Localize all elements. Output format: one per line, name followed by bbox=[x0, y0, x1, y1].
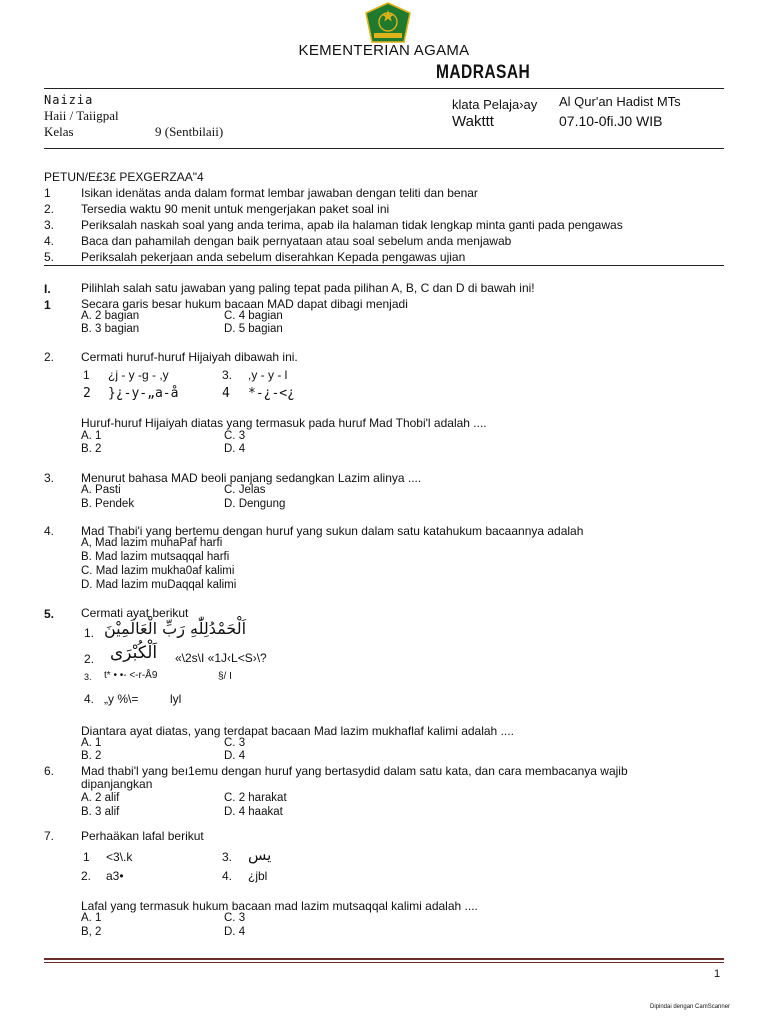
item-number: 3. bbox=[222, 368, 233, 382]
answer-option: B. 2 bbox=[81, 750, 102, 762]
subject-value: Al Qur'an Hadist MTs bbox=[559, 94, 681, 109]
hijaiyah-item: *-¿-<¿ bbox=[248, 386, 295, 401]
answer-option: C. 3 bbox=[224, 912, 246, 924]
answer-option: C. 4 bagian bbox=[224, 310, 283, 322]
day-label: Haii / Taiigpal bbox=[44, 108, 119, 123]
answer-option: D. Mad lazim muDaqqal kalimi bbox=[81, 579, 237, 591]
item-number: 3. bbox=[222, 850, 233, 864]
header-rule-bottom bbox=[44, 148, 724, 149]
lafal-item: يس bbox=[248, 846, 272, 864]
arabic-verse-text: §/ I bbox=[218, 671, 232, 682]
question-text: Mad thabi'l yang beı1emu dengan huruf yang bertasydid dalam satu kata, dan cara membacanya wajib bbox=[81, 764, 628, 778]
class-value: 9 (Sentbilaii) bbox=[155, 124, 224, 139]
question-number: 4. bbox=[44, 524, 55, 538]
item-number: 4. bbox=[84, 692, 95, 706]
arabic-verse: اَلْحَمْدُلِلّٰهِ رَبِّ الْعَالَمِيْنَ bbox=[104, 619, 247, 638]
answer-option: C. Mad lazim mukha0af kalimi bbox=[81, 565, 235, 577]
instruction-text: Tersedia waktu 90 menit untuk mengerjakan paket soal ini bbox=[81, 202, 390, 216]
question-text: Cermati huruf-huruf Hijaiyah dibawah ini. bbox=[81, 350, 298, 364]
answer-option: B. Pendek bbox=[81, 498, 135, 510]
answer-option: D. 5 bagian bbox=[224, 323, 283, 335]
footer-rule-thin bbox=[44, 962, 724, 963]
answer-option: D. Dengung bbox=[224, 498, 286, 510]
answer-option: A. 2 bagian bbox=[81, 310, 140, 322]
question-number: 2. bbox=[44, 350, 55, 364]
answer-option: A. 1 bbox=[81, 737, 102, 749]
hijaiyah-item: }¿-y-„a-å bbox=[108, 386, 179, 401]
name-label: Naizia bbox=[44, 93, 94, 107]
answer-option: B. Mad lazim mutsaqqal harfi bbox=[81, 551, 230, 563]
item-number: 4 bbox=[222, 386, 230, 401]
scanner-watermark: Dipindai dengan CamScanner bbox=[650, 1004, 731, 1010]
time-label: Wakttt bbox=[452, 113, 494, 130]
item-number: 1 bbox=[83, 368, 90, 382]
answer-option: A. Pasti bbox=[81, 484, 121, 496]
arabic-verse-text: lyl bbox=[170, 692, 182, 706]
item-number: 1 bbox=[83, 850, 90, 864]
question-text: Secara garis besar hukum bacaan MAD dapat dibagi menjadi bbox=[81, 297, 408, 311]
instruction-text: Isikan idenätas anda dalam format lembar jawaban dengan teliti dan benar bbox=[81, 186, 478, 200]
instruction-num: 1 bbox=[44, 186, 51, 200]
answer-option: C. Jelas bbox=[224, 484, 266, 496]
answer-option: C. 3 bbox=[224, 430, 246, 442]
instruction-num: 2. bbox=[44, 202, 55, 216]
item-number: 1. bbox=[84, 626, 95, 640]
lafal-item: ¿jbl bbox=[248, 869, 268, 883]
question-subtext: Huruf-huruf Hijaiyah diatas yang termasuk pada huruf Mad Thobi'l adalah .... bbox=[81, 416, 487, 430]
question-number: 5. bbox=[44, 607, 55, 621]
question-number: 1 bbox=[44, 298, 51, 312]
answer-option: D. 4 bbox=[224, 443, 246, 455]
question-text: Mad Thabi'i yang bertemu dengan huruf yang sukun dalam satu katahukum bacaannya adalah bbox=[81, 524, 584, 538]
instructions-title: PETUN/E£3£ PEXGERZAA"4 bbox=[44, 170, 204, 184]
class-label: Kelas bbox=[44, 124, 74, 139]
answer-option: B. 2 bbox=[81, 443, 102, 455]
item-number: 2. bbox=[81, 869, 92, 883]
answer-option: A. 1 bbox=[81, 912, 102, 924]
ministry-title: KEMENTERIAN AGAMA bbox=[298, 42, 470, 59]
section-num: I. bbox=[44, 282, 51, 296]
page-number: 1 bbox=[714, 968, 721, 980]
question-number: 7. bbox=[44, 829, 55, 843]
hijaiyah-item: ,y - y - l bbox=[248, 368, 288, 382]
question-number: 3. bbox=[44, 471, 55, 485]
instructions-rule bbox=[44, 265, 724, 266]
question-text: Menurut bahasa MAD beoli panjang sedangkan Lazim alinya .... bbox=[81, 471, 422, 485]
answer-option: B. 3 alif bbox=[81, 806, 120, 818]
question-subtext: Diantara ayat diatas, yang terdapat bacaan Mad lazim mukhaflaf kalimi adalah .... bbox=[81, 724, 514, 738]
instruction-text: Periksalah pekerjaan anda sebelum diserahkan Kepada pengawas ujian bbox=[81, 250, 466, 264]
lafal-item: a3• bbox=[106, 869, 124, 883]
question-subtext: Lafal yang termasuk hukum bacaan mad lazim mutsaqqal kalimi adalah .... bbox=[81, 899, 478, 913]
instruction-text: Baca dan pahamilah dengan baik pernyataan atau soal sebelum anda menjawab bbox=[81, 234, 512, 248]
madrasah-title: MADRASAH bbox=[436, 62, 531, 83]
question-text: Perhaäkan lafal berikut bbox=[81, 829, 204, 843]
footer-rule bbox=[44, 958, 724, 960]
answer-option: D. 4 bbox=[224, 750, 246, 762]
question-text-cont: dipanjangkan bbox=[81, 777, 153, 791]
answer-option: C. 3 bbox=[224, 737, 246, 749]
lafal-item: <3\.k bbox=[106, 850, 133, 864]
header-rule-top bbox=[44, 88, 724, 89]
hijaiyah-item: ¿j - y -g - ,y bbox=[108, 368, 169, 382]
item-number: 4. bbox=[222, 869, 233, 883]
ministry-logo-icon bbox=[364, 2, 412, 44]
subject-label: klata Pelaja›ay bbox=[452, 97, 538, 112]
time-value: 07.10-0fi.J0 WIB bbox=[559, 113, 663, 129]
answer-option: A. 1 bbox=[81, 430, 102, 442]
arabic-verse-text: t* • •- <-r-Å9 bbox=[104, 670, 158, 681]
section-instruction: Pilihlah salah satu jawaban yang paling tepat pada pilihan A, B, C dan D di bawah ini! bbox=[81, 281, 535, 295]
answer-option: C. 2 harakat bbox=[224, 792, 287, 804]
answer-option: D. 4 haakat bbox=[224, 806, 283, 818]
instruction-num: 4. bbox=[44, 234, 55, 248]
instruction-num: 3. bbox=[44, 218, 55, 232]
instruction-num: 5. bbox=[44, 250, 55, 264]
item-number: 3. bbox=[84, 672, 92, 682]
item-number: 2. bbox=[84, 652, 95, 666]
answer-option: A. 2 alif bbox=[81, 792, 120, 804]
answer-option: B, 2 bbox=[81, 926, 102, 938]
answer-option: D. 4 bbox=[224, 926, 246, 938]
question-text: Cermati ayat berikut bbox=[81, 606, 189, 620]
answer-option: B. 3 bagian bbox=[81, 323, 140, 335]
arabic-verse-text: «\2s\I «1J‹L<S›\? bbox=[175, 651, 267, 665]
item-number: 2 bbox=[83, 386, 91, 401]
instruction-text: Periksalah naskah soal yang anda terima, apab ila halaman tidak lengkap minta ganti pada pengawas bbox=[81, 218, 623, 232]
answer-option: A, Mad lazim muhaPaf harfi bbox=[81, 537, 223, 549]
question-number: 6. bbox=[44, 764, 55, 778]
arabic-verse-text: „y %\= bbox=[104, 692, 139, 706]
arabic-verse: اَلْكُبْرَى bbox=[110, 643, 158, 663]
